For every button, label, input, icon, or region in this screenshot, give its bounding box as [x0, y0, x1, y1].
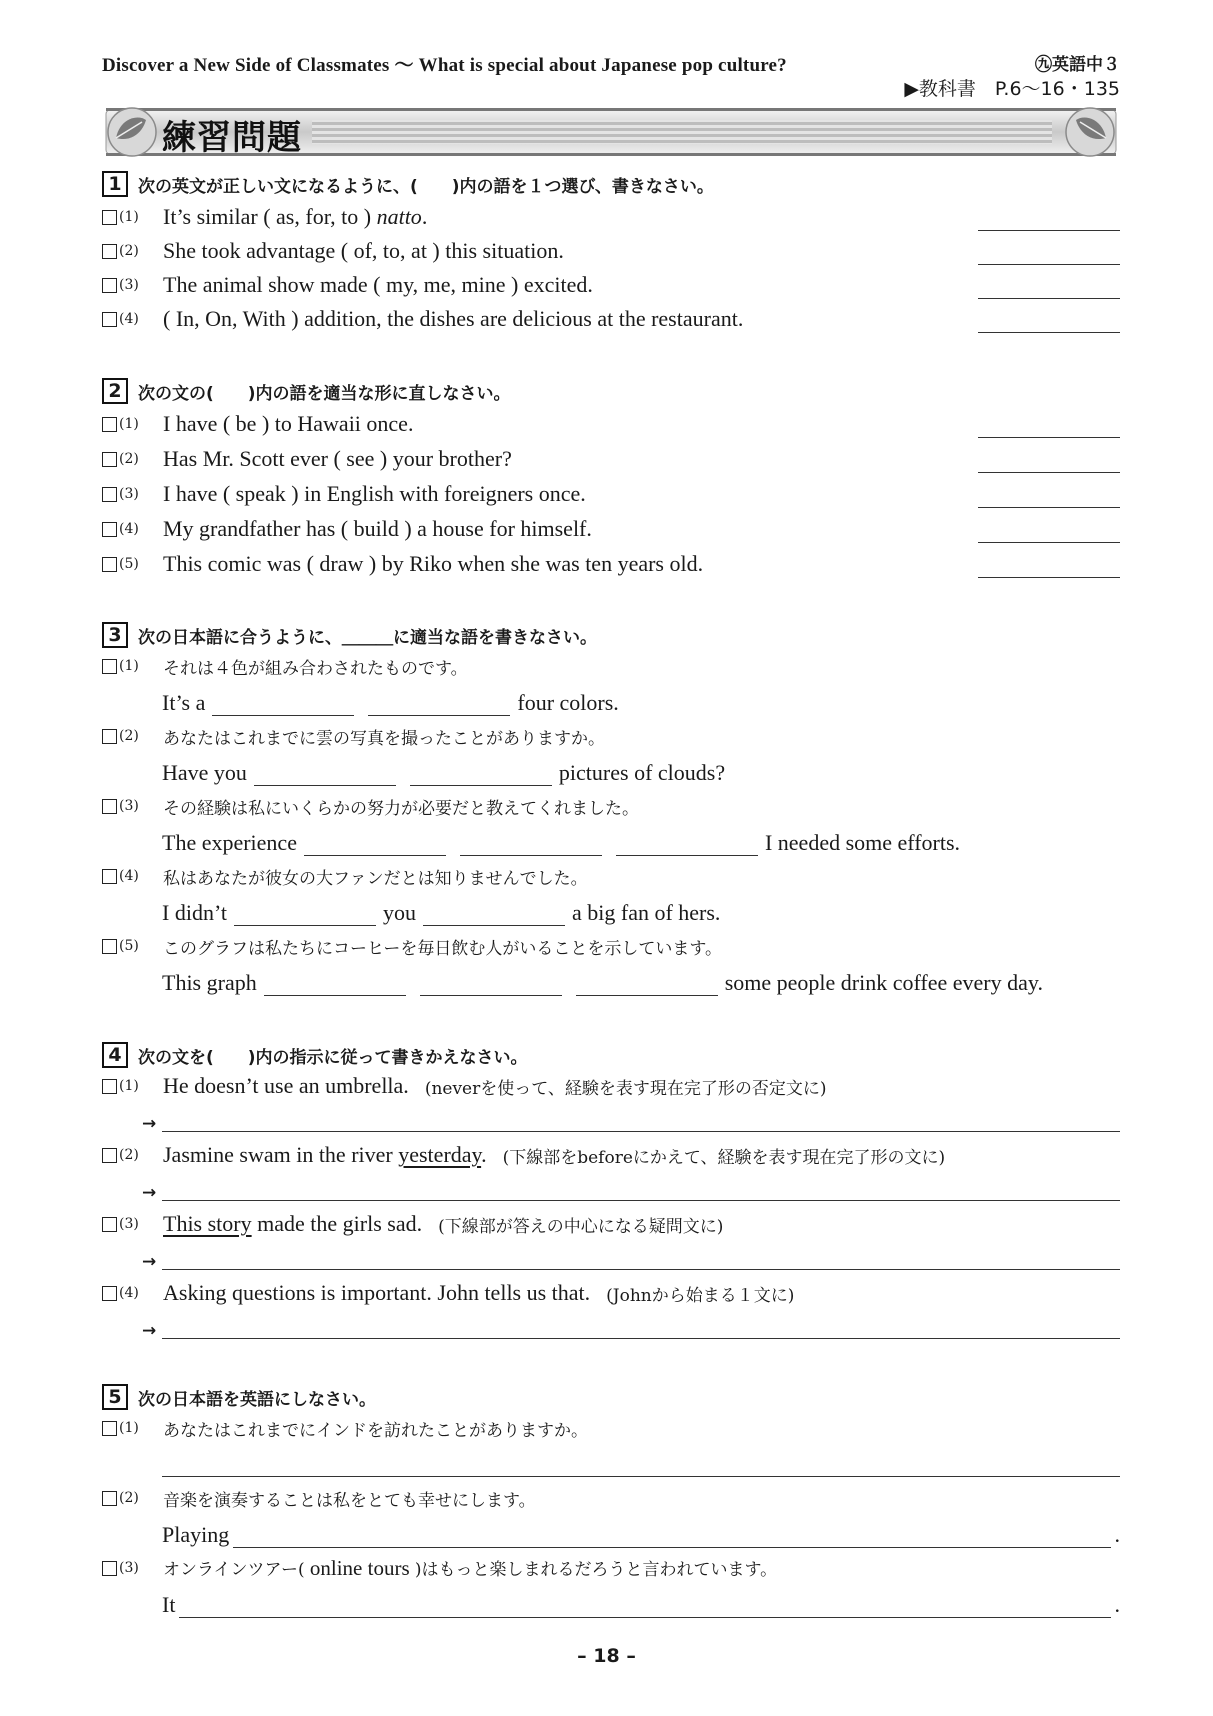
question-row — [102, 1277, 1120, 1309]
book-label: ㊈英語中３ — [1035, 55, 1120, 75]
blank[interactable] — [304, 834, 446, 856]
blank[interactable] — [616, 834, 758, 856]
answer-line[interactable] — [162, 1131, 1120, 1132]
checkbox[interactable] — [102, 1148, 117, 1163]
answer-line[interactable] — [179, 1596, 1110, 1618]
blank[interactable] — [368, 694, 510, 716]
question-text: ( In, On, With ) addition, the dishes are delicious at the restaurant. — [163, 306, 744, 331]
japanese-prompt: あなたはこれまでに雲の写真を撮ったことがありますか。 — [163, 728, 605, 749]
japanese-prompt: それは４色が組み合わされたものです。 — [163, 658, 468, 679]
blank[interactable] — [254, 764, 396, 786]
blank[interactable] — [576, 974, 718, 996]
arrow-icon: → — [142, 1252, 157, 1272]
section-1 — [102, 171, 1120, 331]
english-fill-line: I didn’t you a big fan of hers. — [162, 900, 721, 925]
answer-line[interactable] — [162, 1476, 1120, 1477]
question-number: (4) — [119, 868, 139, 884]
section-instruction: 次の文を( )内の指示に従って書きかえなさい。 — [138, 1047, 528, 1068]
checkbox[interactable] — [102, 557, 117, 572]
question-row — [102, 235, 1120, 267]
question-text: This comic was ( draw ) by Riko when she was ten years old. — [163, 551, 704, 576]
question-row — [102, 1208, 1120, 1240]
instruction-note: (Johnから始まる１文に) — [606, 1285, 795, 1306]
checkbox[interactable] — [102, 487, 117, 502]
section-instruction: 次の文の( )内の語を適当な形に直しなさい。 — [138, 383, 511, 404]
question-row — [102, 790, 1120, 822]
blank[interactable] — [460, 834, 602, 856]
answer-line[interactable] — [978, 264, 1120, 265]
section-5 — [102, 1384, 1120, 1617]
answer-row — [142, 1246, 1120, 1272]
question-row — [102, 860, 1120, 892]
instruction-note: (neverを使って、経験を表す現在完了形の否定文に) — [424, 1078, 827, 1099]
left-leaf-icon — [108, 108, 156, 156]
question-number: (1) — [119, 209, 139, 225]
checkbox[interactable] — [102, 278, 117, 293]
checkbox[interactable] — [102, 799, 117, 814]
japanese-prompt: このグラフは私たちにコーヒーを毎日飲む人がいることを示しています。 — [163, 938, 722, 959]
checkbox[interactable] — [102, 1079, 117, 1094]
answer-line[interactable] — [162, 1338, 1120, 1339]
checkbox[interactable] — [102, 452, 117, 467]
question-row — [102, 1070, 1120, 1102]
question-row — [102, 650, 1120, 682]
question-number: (1) — [119, 416, 139, 432]
answer-line[interactable] — [978, 437, 1120, 438]
question-text: It’s similar ( as, for, to ) natto. — [163, 204, 428, 229]
question-text: I have ( be ) to Hawaii once. — [163, 411, 414, 436]
page-reference: ▶教科書 P.6〜16・135 — [904, 78, 1120, 100]
english-fill-line: The experience I needed some efforts. — [162, 830, 961, 855]
question-row — [102, 720, 1120, 752]
question-number: (1) — [119, 1078, 139, 1094]
question-number: (2) — [119, 1490, 139, 1506]
checkbox[interactable] — [102, 1217, 117, 1232]
section-5-heading — [102, 1384, 1120, 1410]
answer-line[interactable] — [233, 1526, 1110, 1548]
checkbox[interactable] — [102, 1286, 117, 1301]
question-text: I have ( speak ) in English with foreigners once. — [163, 481, 586, 506]
question-number: (1) — [119, 658, 139, 674]
blank[interactable] — [212, 694, 354, 716]
question-number: (3) — [119, 486, 139, 502]
question-text: He doesn’t use an umbrella. — [163, 1073, 409, 1098]
checkbox[interactable] — [102, 417, 117, 432]
checkbox[interactable] — [102, 939, 117, 954]
question-number: (3) — [119, 798, 139, 814]
question-row — [102, 1552, 1120, 1584]
japanese-prompt: 私はあなたが彼女の大ファンだとは知りませんでした。 — [163, 868, 588, 889]
answer-row — [142, 1315, 1120, 1341]
japanese-prompt: オンラインツアー( online tours )はもっと楽しまれるだろうと言われています。 — [163, 1556, 778, 1580]
answer-line[interactable] — [978, 332, 1120, 333]
blank[interactable] — [234, 904, 376, 926]
question-number: (4) — [119, 521, 139, 537]
question-row — [102, 303, 1120, 335]
checkbox[interactable] — [102, 312, 117, 327]
exercise-banner — [102, 104, 1120, 160]
answer-line[interactable] — [978, 472, 1120, 473]
japanese-prompt: その経験は私にいくらかの努力が必要だと教えてくれました。 — [163, 798, 639, 819]
question-number: (2) — [119, 1147, 139, 1163]
checkbox[interactable] — [102, 729, 117, 744]
question-number: (5) — [119, 556, 139, 572]
checkbox[interactable] — [102, 659, 117, 674]
section-4 — [102, 1042, 1120, 1341]
japanese-prompt: あなたはこれまでにインドを訪れたことがありますか。 — [163, 1420, 588, 1441]
section-number: 1 — [102, 171, 128, 197]
question-number: (5) — [119, 938, 139, 954]
answer-line[interactable] — [978, 298, 1120, 299]
answer-line[interactable] — [978, 577, 1120, 578]
blank[interactable] — [264, 974, 406, 996]
section-4-heading — [102, 1042, 1120, 1068]
question-row — [102, 478, 1120, 510]
lesson-title: Discover a New Side of Classmates 〜 What is special about Japanese pop culture? — [102, 55, 787, 76]
question-row — [102, 1139, 1120, 1171]
question-row — [102, 1482, 1120, 1514]
answer-line[interactable] — [978, 507, 1120, 508]
question-number: (1) — [119, 1420, 139, 1436]
question-text: My grandfather has ( build ) a house for himself. — [163, 516, 592, 541]
arrow-icon: → — [142, 1114, 157, 1134]
instruction-note: (下線部が答えの中心になる疑問文に) — [438, 1216, 724, 1237]
section-instruction: 次の日本語を英語にしなさい。 — [138, 1389, 376, 1410]
question-row — [102, 408, 1120, 440]
english-fill-line: This graph some people drink coffee every day. — [162, 970, 1043, 995]
answer-line[interactable] — [162, 1269, 1120, 1270]
question-number: (2) — [119, 728, 139, 744]
question-text: Jasmine swam in the river yesterday. — [163, 1142, 487, 1167]
question-text: Has Mr. Scott ever ( see ) your brother? — [163, 446, 512, 471]
checkbox[interactable] — [102, 1491, 117, 1506]
question-number: (4) — [119, 311, 139, 327]
blank[interactable] — [410, 764, 552, 786]
question-number: (3) — [119, 277, 139, 293]
page-number: – 18 – — [577, 1645, 636, 1667]
japanese-prompt: 音楽を演奏することは私をとても幸せにします。 — [163, 1490, 536, 1511]
question-number: (4) — [119, 1285, 139, 1301]
section-number: 2 — [102, 378, 128, 404]
question-row — [102, 930, 1120, 962]
answer-row — [142, 1108, 1120, 1134]
section-instruction: 次の日本語に合うように、＿＿＿に適当な語を書きなさい。 — [138, 627, 597, 648]
english-fill-line: It . — [162, 1592, 1120, 1617]
answer-line[interactable] — [978, 542, 1120, 543]
checkbox[interactable] — [102, 244, 117, 259]
question-number: (3) — [119, 1216, 139, 1232]
section-3-heading — [102, 622, 1120, 648]
instruction-note: (下線部をbeforeにかえて、経験を表す現在完了形の文に) — [502, 1147, 946, 1168]
question-row — [102, 443, 1120, 475]
question-row — [102, 201, 1120, 233]
blank[interactable] — [423, 904, 565, 926]
arrow-icon: → — [142, 1183, 157, 1203]
question-row — [102, 1412, 1120, 1444]
right-leaf-icon — [1066, 108, 1114, 156]
checkbox[interactable] — [102, 869, 117, 884]
question-row — [102, 548, 1120, 580]
question-text: The animal show made ( my, me, mine ) excited. — [163, 272, 593, 297]
answer-line[interactable] — [162, 1200, 1120, 1201]
question-row — [102, 513, 1120, 545]
checkbox[interactable] — [102, 210, 117, 225]
question-number: (2) — [119, 243, 139, 259]
checkbox[interactable] — [102, 1561, 117, 1576]
question-number: (2) — [119, 451, 139, 467]
checkbox[interactable] — [102, 1421, 117, 1436]
arrow-icon: → — [142, 1321, 157, 1341]
question-text: She took advantage ( of, to, at ) this situation. — [163, 238, 564, 263]
section-3 — [102, 622, 1120, 995]
section-number: 3 — [102, 622, 128, 648]
blank[interactable] — [420, 974, 562, 996]
section-instruction: 次の英文が正しい文になるように、( )内の語を１つ選び、書きなさい。 — [138, 176, 714, 197]
question-row — [102, 269, 1120, 301]
banner-title: 練習問題 — [162, 118, 302, 158]
english-fill-line: Have you pictures of clouds? — [162, 760, 726, 785]
section-number: 5 — [102, 1384, 128, 1410]
english-fill-line: Playing . — [162, 1522, 1120, 1547]
section-2-heading — [102, 378, 1120, 404]
answer-row — [142, 1177, 1120, 1203]
checkbox[interactable] — [102, 522, 117, 537]
section-2 — [102, 378, 1120, 576]
answer-line[interactable] — [978, 230, 1120, 231]
english-fill-line: It’s a four colors. — [162, 690, 619, 715]
question-text: Asking questions is important. John tells us that. — [163, 1280, 591, 1305]
question-text: This story made the girls sad. — [163, 1211, 423, 1236]
section-1-heading — [102, 171, 1120, 197]
section-number: 4 — [102, 1042, 128, 1068]
question-number: (3) — [119, 1560, 139, 1576]
